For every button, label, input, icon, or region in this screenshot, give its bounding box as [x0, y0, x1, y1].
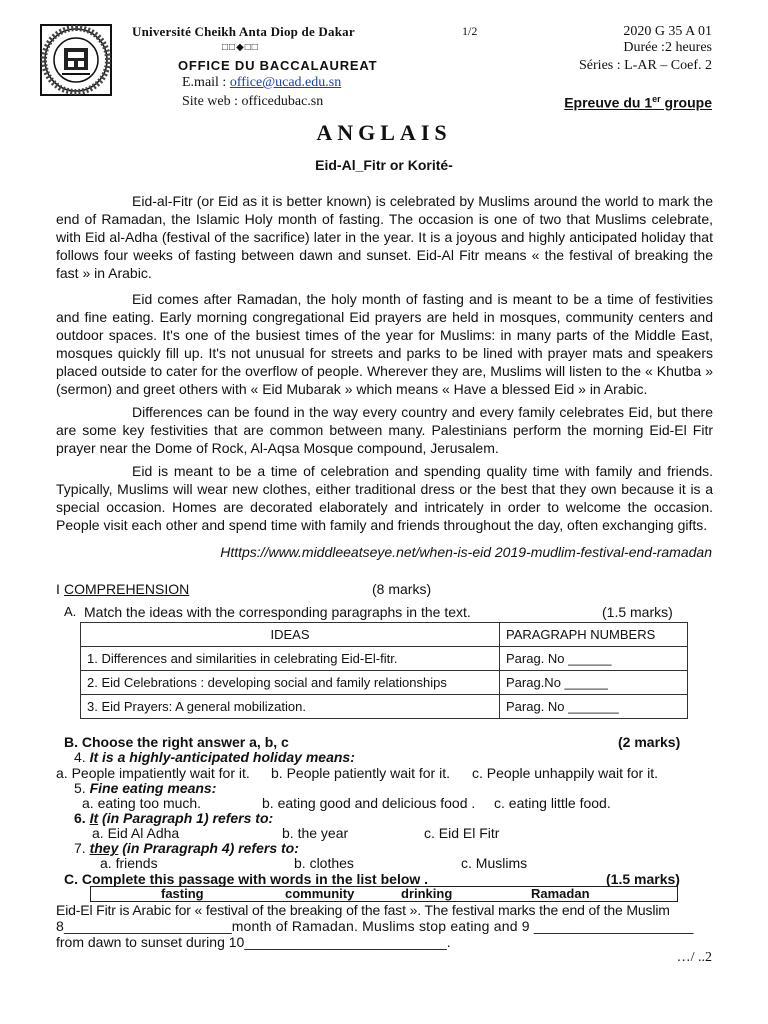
question-4-option-a: a. People impatiently wait for it.: [56, 765, 250, 781]
office-name: OFFICE DU BACCALAUREAT: [178, 58, 378, 73]
comprehension-marks: (8 marks): [372, 581, 432, 597]
email-label: E.mail :: [182, 75, 230, 90]
exam-group-suffix: groupe: [660, 94, 712, 111]
question-4-number: 4.: [74, 749, 90, 765]
email-line: [182, 75, 341, 91]
paragraph-4: Eid is meant to be a time of celebration and spending quality time with family and friends. Typically, Muslims will wear new clothes, either traditional dress or the best that they own because it is a special occasion. Homes are decorated elaborately and intricately in order to welcome the occasion. People visit each other and spend time with family and friends throughout the day, often exchanging gifts.: [56, 463, 713, 533]
question-5: [74, 780, 216, 796]
cloze-line-1: Eid-El Fitr is Arabic for « festival of the breaking of the fast ». The festival marks the end of the Muslim: [56, 902, 670, 918]
exam-code: 2020 G 35 A 01: [623, 24, 712, 39]
paragraph-cell: Parag.No ______: [500, 671, 688, 695]
question-7: [74, 840, 299, 856]
question-4-option-c: c. People unhappily wait for it.: [472, 765, 658, 781]
question-6: [74, 810, 273, 826]
exam-duration: Durée :2 heures: [623, 40, 712, 55]
question-7-text: (in Praragraph 4) refers to:: [118, 840, 299, 856]
question-7-option-c: c. Muslims: [461, 855, 528, 871]
question-4-text: It is a highly-anticipated holiday means:: [89, 749, 355, 765]
question-5-option-b: b. eating good and delicious food .: [262, 795, 476, 811]
cloze-line-3: from dawn to sunset during 10__________________________.: [56, 934, 451, 950]
source-citation: Htttps://www.middleeatseye.net/when-is-eid 2019-mudlim-festival-end-ramadan: [220, 544, 712, 560]
section-a-marks: (1.5 marks): [602, 604, 673, 620]
ideas-table: [80, 622, 688, 719]
table-row: [81, 671, 688, 695]
table-row: [81, 647, 688, 671]
question-6-word: It: [89, 810, 99, 826]
word-option: Ramadan: [531, 886, 590, 901]
question-4-option-b: b. People patiently wait for it.: [271, 765, 450, 781]
paragraph-cell: Parag. No ______: [500, 647, 688, 671]
question-5-number: 5.: [74, 780, 90, 796]
section-a-letter: A.: [64, 604, 77, 619]
exam-group-sup: er: [652, 94, 661, 104]
question-6-option-b: b. the year: [282, 825, 349, 841]
section-b-instruction: B. Choose the right answer a, b, c: [64, 734, 289, 750]
page-title: ANGLAIS: [316, 120, 452, 145]
question-7-word: they: [89, 840, 119, 856]
word-list-box: [90, 886, 678, 902]
question-6-text: (in Paragraph 1) refers to:: [98, 810, 274, 826]
cloze-line-2: 8_____________________month of Ramadan. Muslims stop eating and 9 ____________________: [56, 918, 694, 934]
comprehension-heading: COMPREHENSION: [64, 581, 190, 597]
question-5-text: Fine eating means:: [89, 780, 217, 796]
page-continuation: …/ ..2: [676, 950, 712, 965]
paragraph-1: Eid-al-Fitr (or Eid as it is better known) is celebrated by Muslims around the world to mark the end of Ramadan, the Islamic Holy month of fasting. The occasion is one of two that Muslims celebrate, with Eid al-Adha (festival of the sacrifice) later in the year. It is a joyous and highly anticipated holiday that follows four weeks of fasting between dawn and sunset. Eid-Al Fitr means « the festival of breaking the fast » in Arabic.: [56, 193, 713, 281]
column-header-paragraphs: PARAGRAPH NUMBERS: [500, 623, 688, 647]
paragraph-2: Eid comes after Ramadan, the holy month of fasting and is meant to be a time of festivities and fine eating. Early morning congregational Eid prayers are held in mosques, community centers and outdoor spaces. It's one of the busiest times of the year for Muslims: in many parts of the Middle East, mosques quickly fill up. It's not unusual for streets and parks to be lined with prayer mats and speakers placed outside to cater for the overflow of people. Wherever they are, Muslims will listen to the « Khutba » (sermon) and greet others with « Eid Mubarak » which means « Have a blessed Eid » in Arabic.: [56, 291, 713, 397]
email-link[interactable]: office@ucad.edu.sn: [229, 75, 342, 90]
section-a-instruction: Match the ideas with the corresponding paragraphs in the text.: [84, 604, 471, 620]
university-name: Université Cheikh Anta Diop de Dakar: [132, 24, 355, 39]
paragraph-cell: Parag. No _______: [500, 695, 688, 719]
idea-cell: 2. Eid Celebrations : developing social and family relationships: [81, 671, 500, 695]
exam-group: [564, 94, 712, 111]
question-7-option-b: b. clothes: [294, 855, 354, 871]
idea-cell: 1. Differences and similarities in celebrating Eid-El-fitr.: [81, 647, 500, 671]
section-roman-numeral: I: [56, 581, 60, 597]
table-row: [81, 695, 688, 719]
question-4: [74, 749, 355, 765]
question-6-option-a: a. Eid Al Adha: [92, 825, 180, 841]
idea-cell: 3. Eid Prayers: A general mobilization.: [81, 695, 500, 719]
website-line: Site web : officedubac.sn: [182, 94, 324, 109]
question-7-option-a: a. friends: [100, 855, 158, 871]
question-6-option-c: c. Eid El Fitr: [424, 825, 500, 841]
header-ornament: □□◆□□: [222, 42, 259, 53]
section-c-marks: (1.5 marks): [606, 871, 680, 887]
exam-group-label: Epreuve du 1: [564, 94, 653, 111]
word-option: fasting: [161, 886, 204, 901]
text-title: Eid-Al_Fitr or Korité-: [315, 157, 453, 173]
section-c-instruction: C. Complete this passage with words in the list below .: [64, 871, 429, 887]
section-b-marks: (2 marks): [618, 734, 681, 750]
page-indicator: 1/2: [462, 24, 478, 38]
question-6-number: 6.: [74, 810, 90, 826]
column-header-ideas: IDEAS: [81, 623, 500, 647]
paragraph-3: Differences can be found in the way every country and every family celebrates Eid, but there are some key festivities that are common between many. Palestinians perform the morning Eid-El Fitr prayer near the Dome of Rock, Al-Aqsa Mosque compound, Jerusalem.: [56, 404, 713, 456]
question-5-option-a: a. eating too much.: [82, 795, 202, 811]
question-7-number: 7.: [74, 840, 90, 856]
table-header-row: [81, 623, 688, 647]
exam-series: Séries : L-AR – Coef. 2: [579, 58, 712, 73]
university-seal-logo: [40, 24, 112, 96]
word-option: drinking: [401, 886, 453, 901]
word-option: community: [285, 886, 355, 901]
question-5-option-c: c. eating little food.: [494, 795, 611, 811]
